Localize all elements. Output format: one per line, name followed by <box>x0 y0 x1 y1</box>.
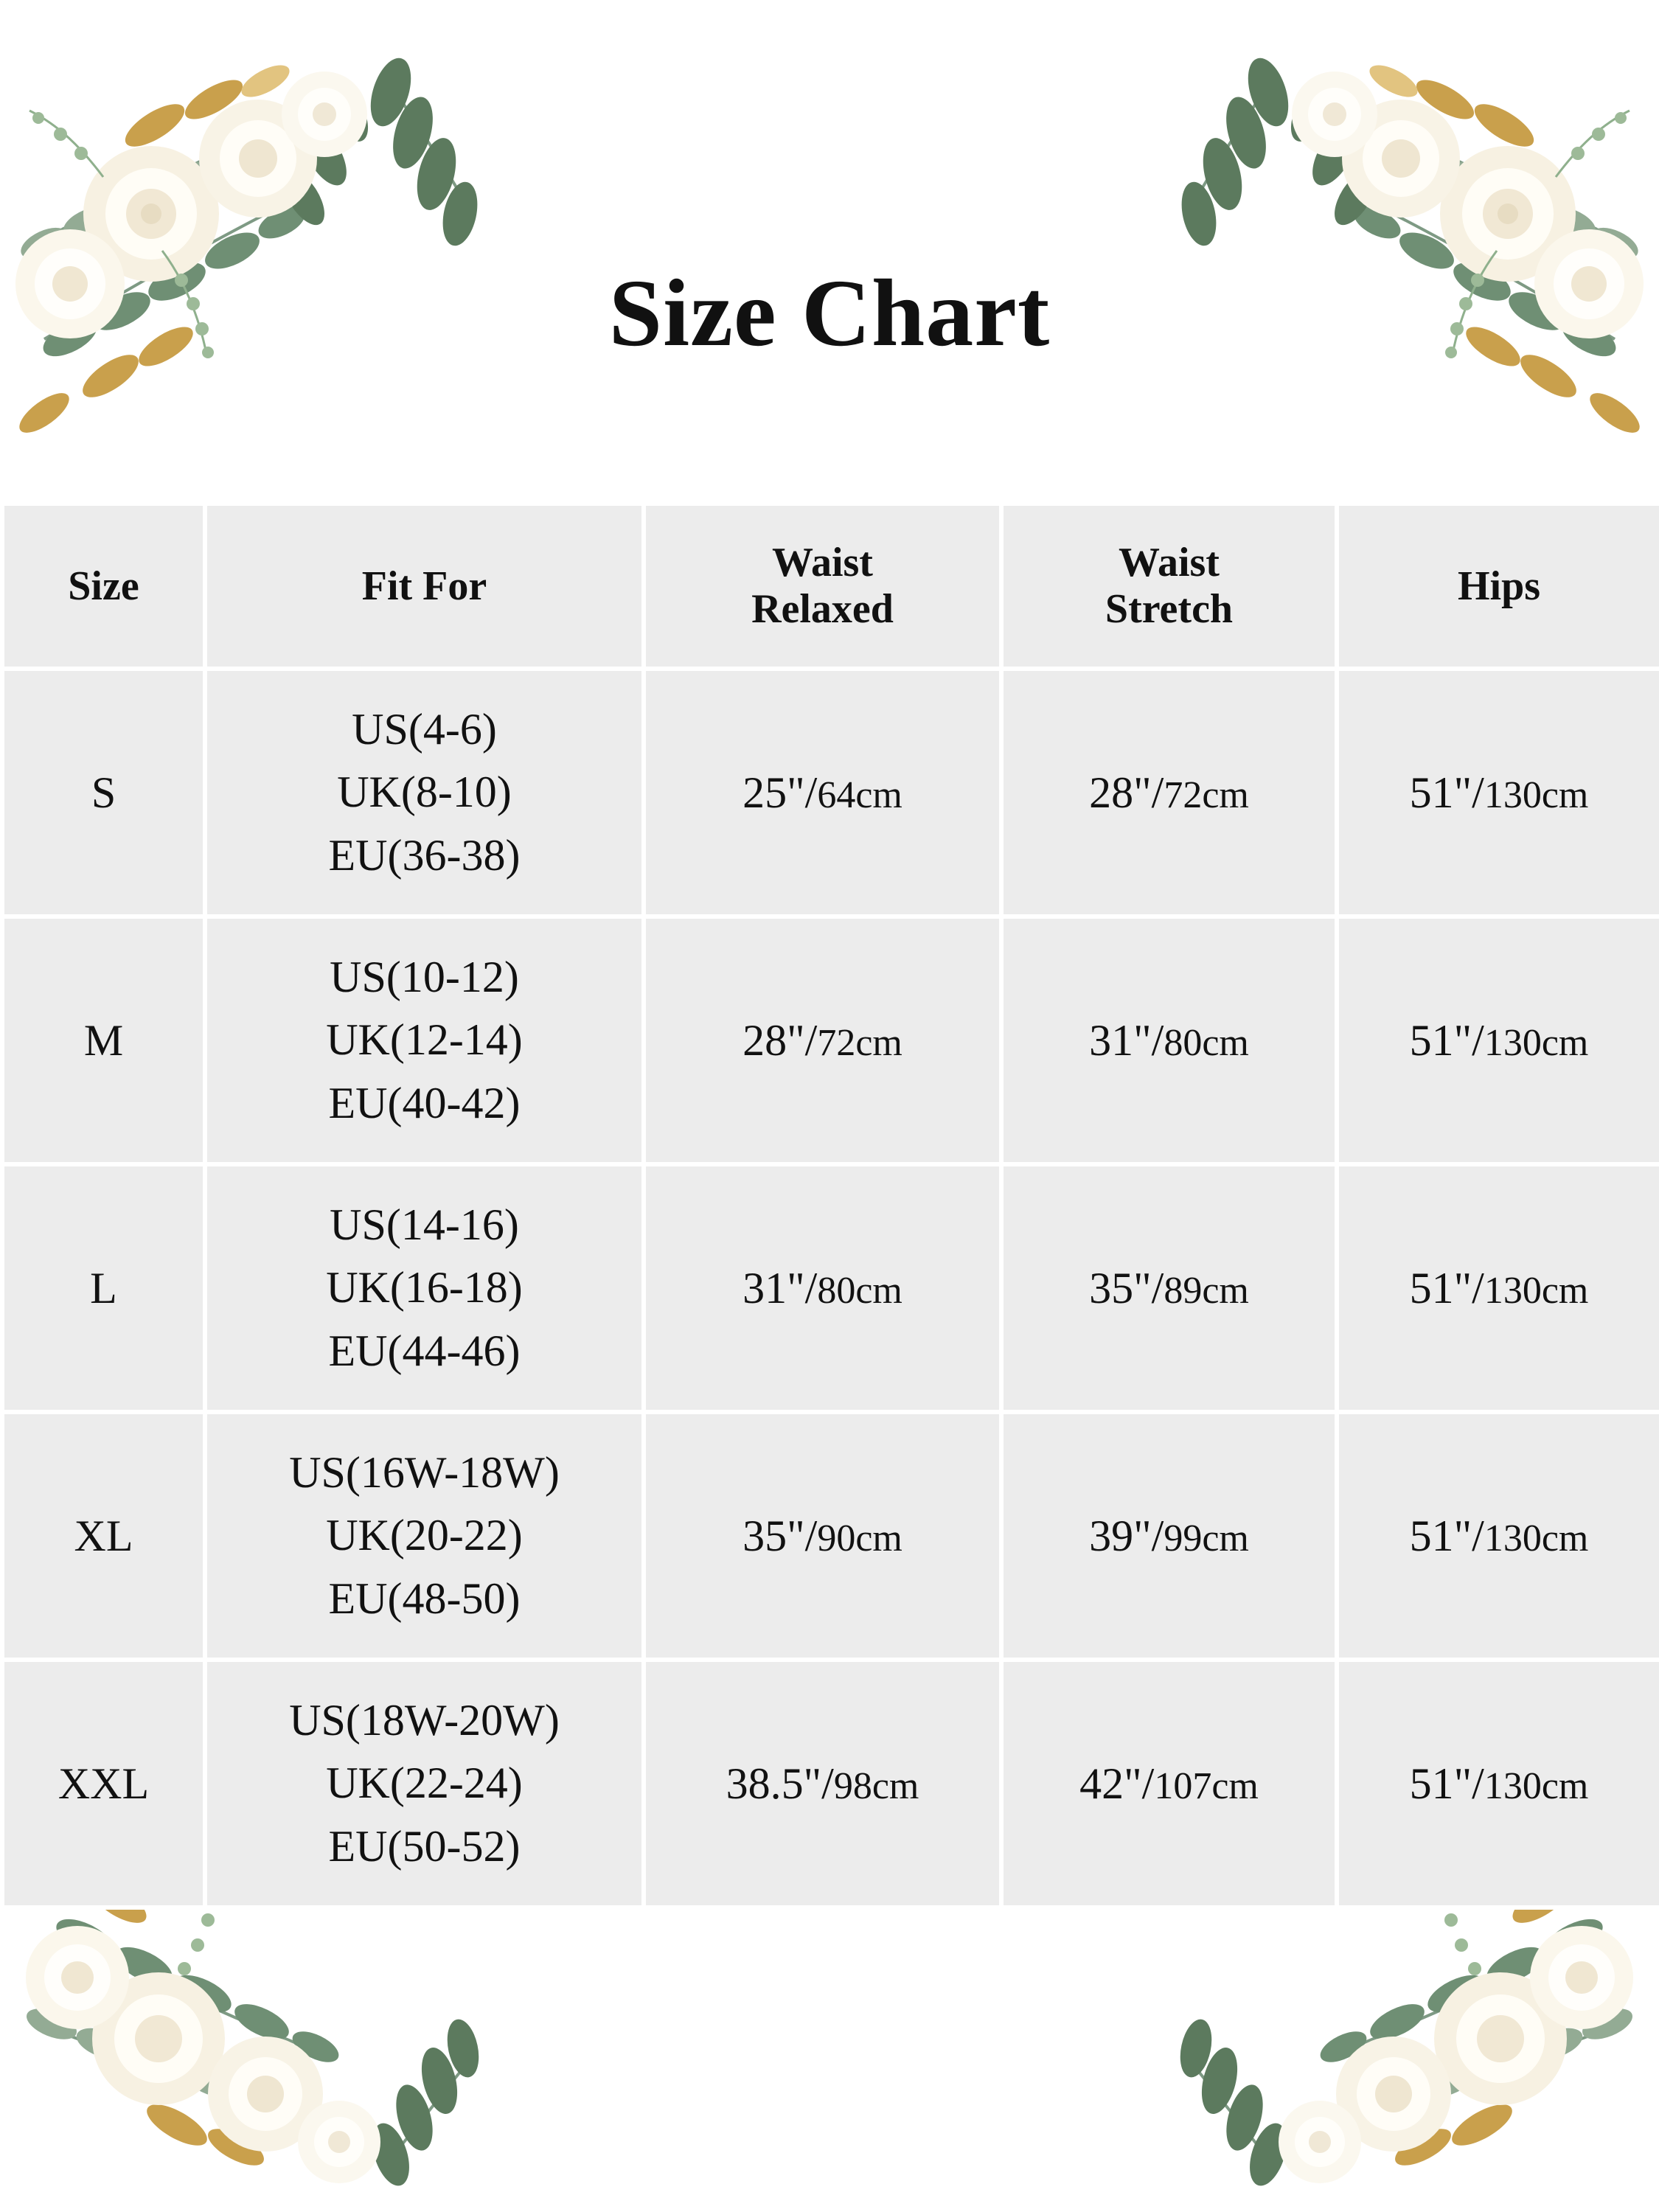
waist-stretch-cm: 107cm <box>1154 1764 1259 1807</box>
fit-line-us: US(10-12) <box>330 953 519 1002</box>
waist-relaxed-inch: 31" <box>742 1263 805 1312</box>
cell-fit-for <box>205 669 644 917</box>
hips-inch: 51" <box>1409 1759 1472 1808</box>
waist-relaxed-sep: / <box>804 768 818 817</box>
cell-waist-relaxed <box>644 917 1001 1164</box>
fit-line-eu: EU(36-38) <box>328 830 521 880</box>
fit-line-eu: EU(50-52) <box>328 1821 521 1871</box>
cell-fit-for <box>205 1412 644 1660</box>
waist-stretch-cm: 99cm <box>1164 1517 1249 1559</box>
cell-size: XXL <box>2 1660 205 1907</box>
waist-relaxed-sep: / <box>804 1015 818 1065</box>
hips-sep: / <box>1472 1263 1484 1312</box>
waist-relaxed-cm: 72cm <box>817 1021 902 1064</box>
waist-stretch-inch: 35" <box>1089 1263 1152 1312</box>
waist-relaxed-sep: / <box>804 1263 818 1312</box>
fit-line-uk: UK(8-10) <box>337 768 512 817</box>
hips-sep: / <box>1472 1511 1484 1560</box>
cell-waist-stretch <box>1001 669 1337 917</box>
waist-relaxed-inch: 35" <box>742 1511 805 1560</box>
column-header-waist-stretch-line-1: Waist <box>1119 540 1220 586</box>
hips-cm: 130cm <box>1484 1269 1589 1312</box>
table-row <box>2 1164 1659 1412</box>
cell-hips <box>1337 1660 1659 1907</box>
column-header-fit-for-line-1: Fit For <box>361 563 487 609</box>
fit-line-us: US(18W-20W) <box>289 1696 560 1745</box>
fit-line-uk: UK(22-24) <box>326 1759 523 1808</box>
cell-waist-relaxed <box>644 669 1001 917</box>
cell-hips <box>1337 917 1659 1164</box>
cell-fit-for <box>205 1660 644 1907</box>
hips-cm: 130cm <box>1484 1021 1589 1064</box>
fit-line-uk: UK(16-18) <box>326 1263 523 1312</box>
waist-relaxed-inch: 25" <box>742 768 805 817</box>
cell-hips <box>1337 669 1659 917</box>
hips-cm: 130cm <box>1484 1517 1589 1559</box>
cell-waist-stretch <box>1001 1164 1337 1412</box>
column-header-waist-stretch-line-2: Stretch <box>1105 586 1234 632</box>
cell-hips <box>1337 1164 1659 1412</box>
hips-sep: / <box>1472 1759 1484 1808</box>
floral-corner-top-right-decoration <box>877 29 1659 487</box>
hips-sep: / <box>1472 768 1484 817</box>
cell-waist-relaxed <box>644 1412 1001 1660</box>
waist-stretch-cm: 80cm <box>1164 1021 1249 1064</box>
column-header-size-line-1: Size <box>68 563 139 609</box>
cell-waist-relaxed <box>644 1660 1001 1907</box>
hips-sep: / <box>1472 1015 1484 1065</box>
hips-cm: 130cm <box>1484 1764 1589 1807</box>
table-header-row <box>2 504 1659 669</box>
waist-stretch-inch: 42" <box>1079 1759 1142 1808</box>
hips-inch: 51" <box>1409 1511 1472 1560</box>
column-header-fit-for <box>205 504 644 669</box>
waist-relaxed-sep: / <box>804 1511 818 1560</box>
table-row <box>2 669 1659 917</box>
fit-line-us: US(16W-18W) <box>289 1448 560 1498</box>
fit-line-eu: EU(44-46) <box>328 1326 521 1375</box>
cell-hips <box>1337 1412 1659 1660</box>
cell-waist-stretch <box>1001 917 1337 1164</box>
column-header-waist-relaxed-line-1: Waist <box>772 540 873 586</box>
hips-inch: 51" <box>1409 1263 1472 1312</box>
floral-corner-top-left-decoration <box>0 29 782 487</box>
waist-stretch-sep: / <box>1151 1015 1164 1065</box>
cell-size: M <box>2 917 205 1164</box>
cell-waist-stretch <box>1001 1412 1337 1660</box>
fit-line-eu: EU(48-50) <box>328 1573 521 1623</box>
waist-relaxed-sep: / <box>821 1759 834 1808</box>
waist-relaxed-cm: 80cm <box>817 1269 902 1312</box>
column-header-waist-relaxed-line-2: Relaxed <box>751 586 894 632</box>
column-header-hips <box>1337 504 1659 669</box>
fit-line-us: US(14-16) <box>330 1200 519 1250</box>
waist-relaxed-cm: 90cm <box>817 1517 902 1559</box>
table-row <box>2 917 1659 1164</box>
column-header-hips-line-1: Hips <box>1457 563 1541 609</box>
waist-stretch-inch: 28" <box>1089 768 1152 817</box>
cell-size: L <box>2 1164 205 1412</box>
waist-stretch-inch: 31" <box>1089 1015 1152 1065</box>
cell-size: S <box>2 669 205 917</box>
waist-stretch-sep: / <box>1151 1511 1164 1560</box>
size-chart-table <box>0 501 1659 1910</box>
waist-relaxed-inch: 38.5" <box>726 1759 822 1808</box>
hips-cm: 130cm <box>1484 773 1589 816</box>
fit-line-us: US(4-6) <box>352 705 497 754</box>
waist-stretch-cm: 72cm <box>1164 773 1249 816</box>
fit-line-uk: UK(20-22) <box>326 1511 523 1560</box>
waist-stretch-sep: / <box>1141 1759 1155 1808</box>
waist-stretch-inch: 39" <box>1089 1511 1152 1560</box>
table-row <box>2 1412 1659 1660</box>
cell-waist-relaxed <box>644 1164 1001 1412</box>
waist-stretch-sep: / <box>1151 1263 1164 1312</box>
cell-size: XL <box>2 1412 205 1660</box>
fit-line-eu: EU(40-42) <box>328 1078 521 1127</box>
page-title: Size Chart <box>608 260 1051 366</box>
waist-stretch-sep: / <box>1151 768 1164 817</box>
waist-relaxed-cm: 64cm <box>817 773 902 816</box>
waist-relaxed-inch: 28" <box>742 1015 805 1065</box>
fit-line-uk: UK(12-14) <box>326 1015 523 1065</box>
cell-waist-stretch <box>1001 1660 1337 1907</box>
table-row <box>2 1660 1659 1907</box>
cell-fit-for <box>205 1164 644 1412</box>
hips-inch: 51" <box>1409 768 1472 817</box>
waist-stretch-cm: 89cm <box>1164 1269 1249 1312</box>
column-header-waist-stretch <box>1001 504 1337 669</box>
waist-relaxed-cm: 98cm <box>833 1764 919 1807</box>
column-header-waist-relaxed <box>644 504 1001 669</box>
hips-inch: 51" <box>1409 1015 1472 1065</box>
column-header-size <box>2 504 205 669</box>
cell-fit-for <box>205 917 644 1164</box>
